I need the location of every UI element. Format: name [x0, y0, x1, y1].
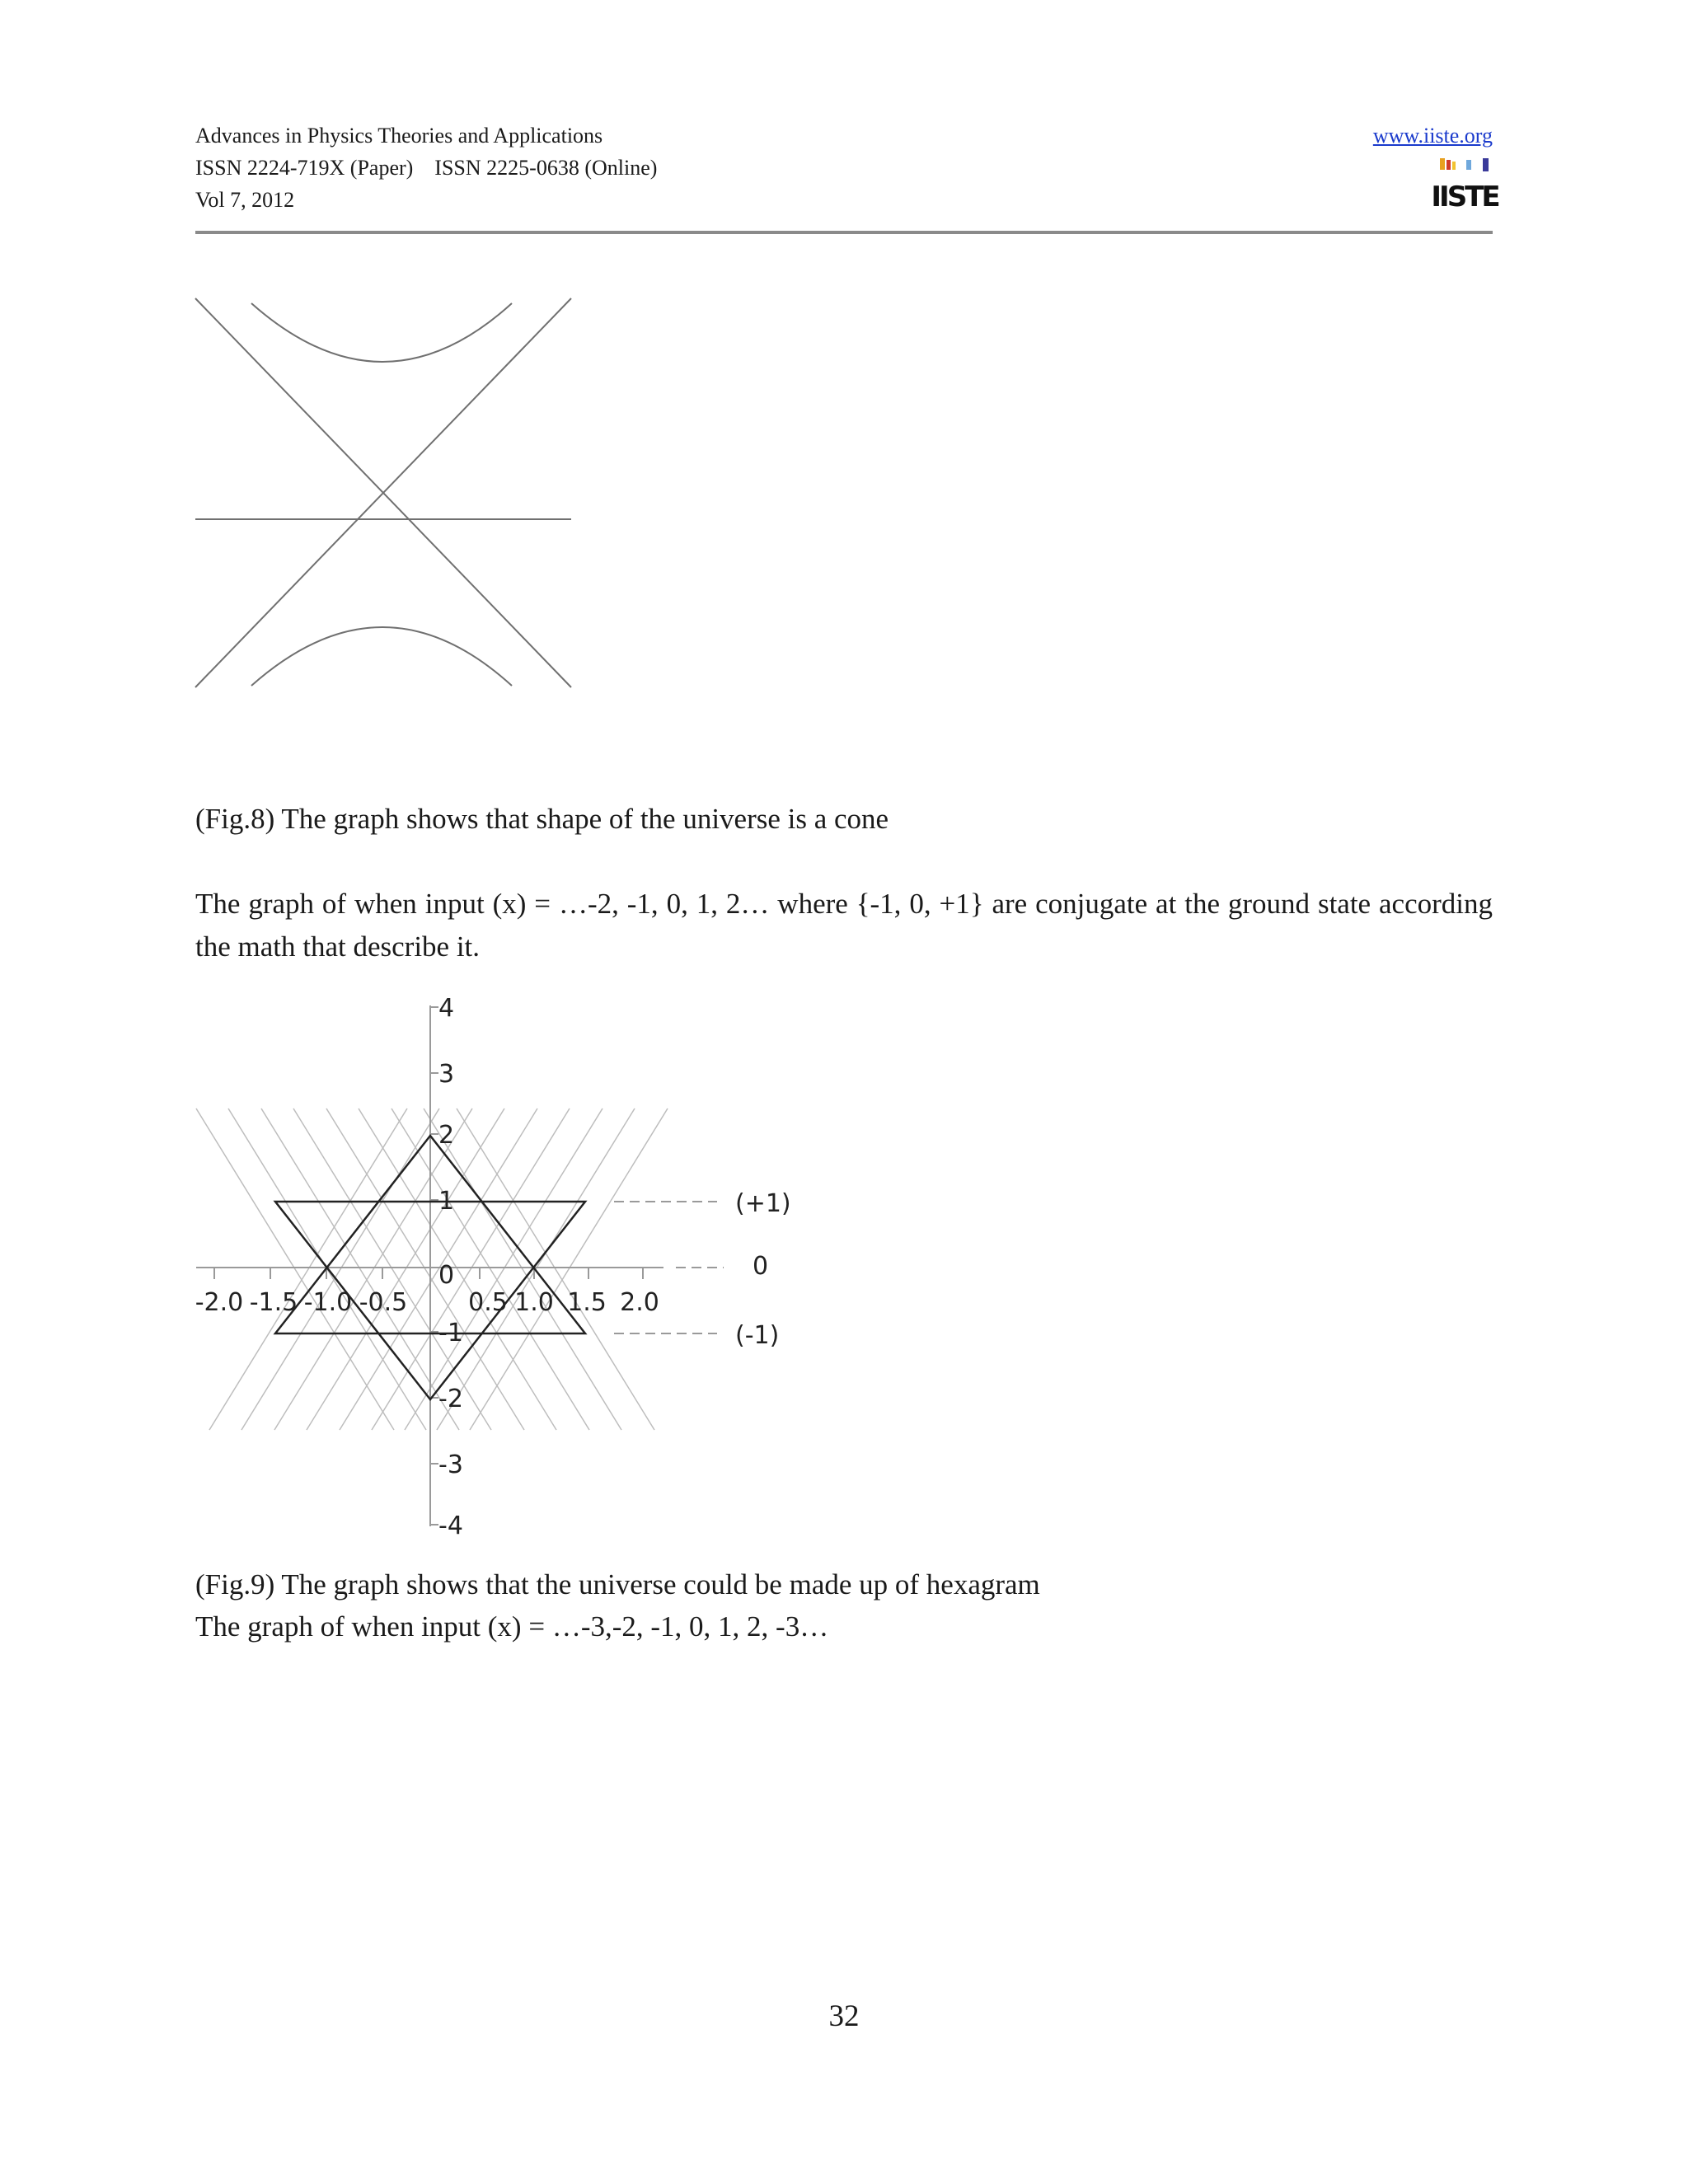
header-rule	[195, 231, 1493, 234]
fig9-level-zero: 0	[753, 1252, 769, 1281]
journal-title: Advances in Physics Theories and Applications	[195, 124, 603, 148]
fig9-x-tick-label: 0.5	[468, 1288, 508, 1317]
fig9-level-minus1: (-1)	[735, 1321, 780, 1350]
fig9-grid-lines	[196, 1108, 668, 1430]
fig8-caption: (Fig.8) The graph shows that shape of the universe is a cone	[195, 803, 889, 835]
fig9-y-tick-marks	[430, 1007, 438, 1525]
website-link[interactable]: www.iiste.org	[1372, 124, 1493, 148]
logo-text: IISTE	[1431, 180, 1498, 213]
fig9-y-tick-label: -2	[438, 1385, 463, 1413]
fig8-upper-hyperbola	[251, 303, 512, 362]
fig9-x-tick-label: -1.0	[303, 1288, 353, 1317]
fig9-y-tick-label: 2	[438, 1121, 455, 1150]
fig9-y-tick-label: 1	[438, 1187, 455, 1216]
fig9-x-tick-label: 1.5	[567, 1288, 607, 1317]
fig9-caption-2: The graph of when input (x) = …-3,-2, -1, 0, 1, 2, -3…	[195, 1610, 829, 1643]
fig8-lower-hyperbola	[251, 627, 512, 686]
fig9-y-tick-label: -3	[438, 1451, 463, 1479]
fig9-y-tick-label: -4	[438, 1511, 463, 1540]
fig9-y-tick-label: 3	[438, 1060, 455, 1089]
fig9-y-tick-label: -1	[438, 1319, 463, 1347]
fig9-y-tick-label: 0	[438, 1261, 455, 1290]
fig9-caption: (Fig.9) The graph shows that the universe could be made up of hexagram	[195, 1568, 1040, 1601]
fig9-graph	[190, 989, 816, 1554]
fig9-level-plus1: (+1)	[735, 1189, 791, 1218]
fig9-x-tick-marks	[214, 1268, 643, 1279]
fig9-x-tick-label: -0.5	[359, 1288, 408, 1317]
paragraph-1: The graph of when input (x) = …-2, -1, 0, 1, 2… where {-1, 0, +1} are conjugate at the ground state according the math that describe it.	[195, 888, 1493, 963]
fig9-y-tick-label: 4	[438, 994, 455, 1023]
volume-line: Vol 7, 2012	[195, 188, 295, 212]
issn-line: ISSN 2224-719X (Paper) ISSN 2225-0638 (Online)	[195, 156, 658, 180]
page-number: 32	[828, 1999, 860, 2033]
iiste-logo	[1431, 155, 1498, 213]
fig9-x-tick-label: 2.0	[620, 1288, 659, 1317]
fig8-graph	[192, 297, 573, 693]
fig9-x-tick-label: 1.0	[514, 1288, 554, 1317]
fig9-x-tick-label: -2.0	[195, 1288, 244, 1317]
fig9-x-tick-label: -1.5	[249, 1288, 298, 1317]
